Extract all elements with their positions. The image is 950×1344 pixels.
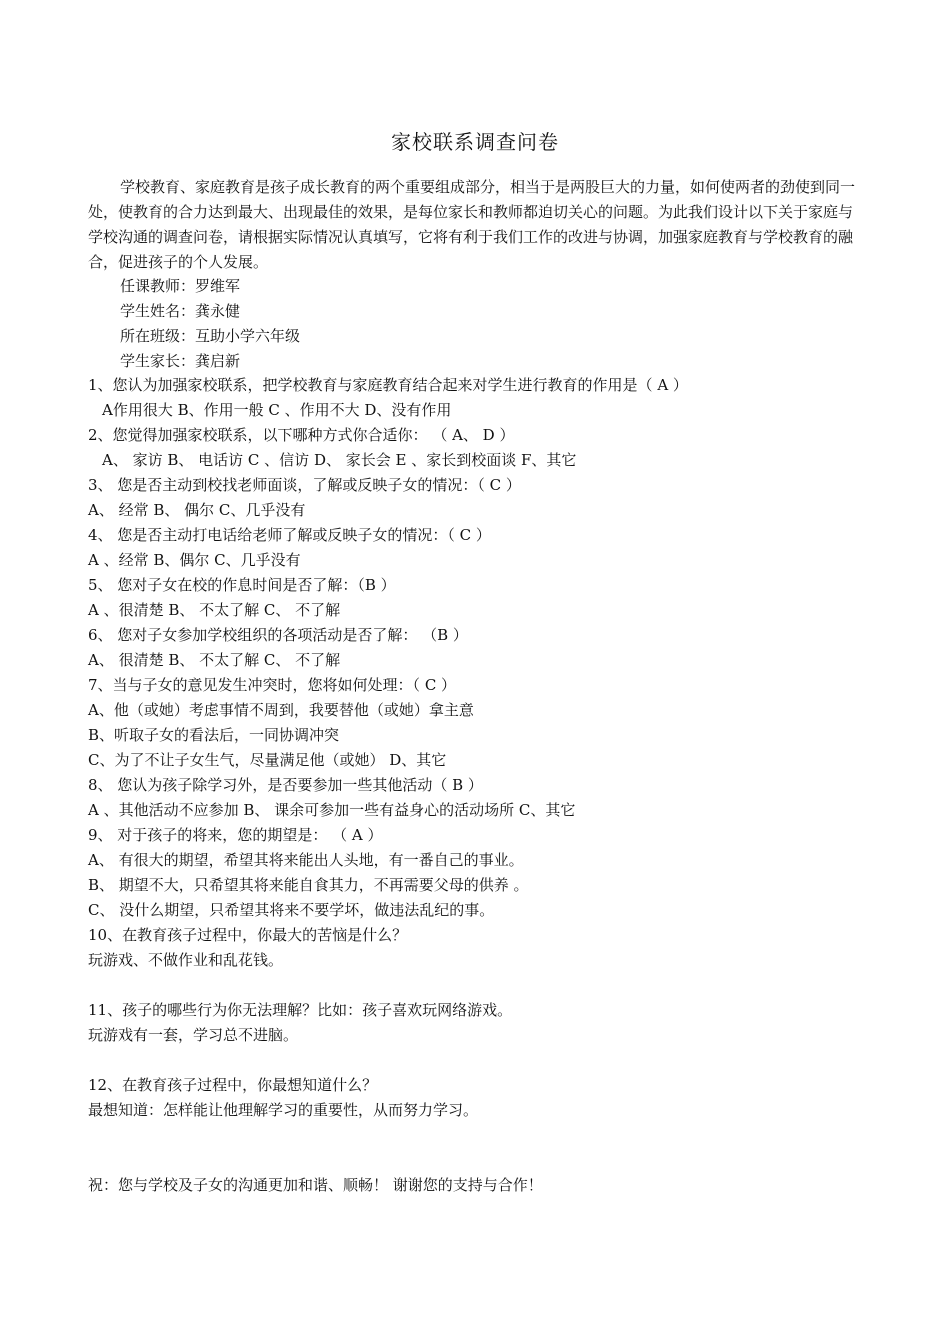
question-12: 12、在教育孩子过程中，你最想知道什么？	[88, 1076, 378, 1094]
question-9-option-c: C、 没什么期望，只希望其将来不要学坏，做违法乱纪的事。	[88, 901, 495, 919]
question-7-option-a: A、他（或她）考虑事情不周到，我要替他（或她）拿主意	[88, 701, 474, 719]
question-9-option-b: B、 期望不大，只希望其将来能自食其力，不再需要父母的供养 。	[88, 876, 529, 894]
question-2: 2、您觉得加强家校联系，以下哪种方式你合适你： （ A、 D ）	[88, 426, 515, 444]
question-11-answer: 玩游戏有一套，学习总不进脑。	[88, 1026, 299, 1044]
question-7-option-b: B、听取子女的看法后，一同协调冲突	[88, 726, 340, 744]
question-11: 11、孩子的哪些行为你无法理解？比如：孩子喜欢玩网络游戏。	[88, 1001, 513, 1019]
question-3: 3、 您是否主动到校找老师面谈，了解或反映子女的情况：（ C ）	[88, 476, 521, 494]
question-4-options: A 、经常 B、偶尔 C、几乎没有	[88, 551, 301, 569]
question-5-options: A 、很清楚 B、 不太了解 C、 不了解	[88, 601, 341, 619]
page-title: 家校联系调查问卷	[391, 130, 559, 154]
question-6: 6、 您对子女参加学校组织的各项活动是否了解： （B ）	[88, 626, 468, 644]
student-line: 学生姓名：龚永健	[120, 302, 241, 320]
question-7: 7、当与子女的意见发生冲突时，您将如何处理：（ C ）	[88, 676, 457, 694]
question-2-options: A、 家访 B、 电话访 C 、信访 D、 家长会 E 、家长到校面谈 F、其它	[102, 451, 577, 469]
class-line: 所在班级：互助小学六年级	[120, 327, 301, 345]
question-6-options: A、 很清楚 B、 不太了解 C、 不了解	[88, 651, 341, 669]
question-8-options: A 、其他活动不应参加 B、 课余可参加一些有益身心的活动场所 C、其它	[88, 801, 576, 819]
question-10-answer: 玩游戏、不做作业和乱花钱。	[88, 951, 284, 969]
teacher-line: 任课教师：罗维军	[120, 277, 241, 295]
question-9-option-a: A、 有很大的期望，希望其将来能出人头地，有一番自己的事业。	[88, 851, 524, 869]
parent-line: 学生家长：龚启新	[120, 352, 241, 370]
question-1-options: A作用很大 B、作用一般 C 、作用不大 D、没有作用	[102, 401, 452, 419]
question-4: 4、 您是否主动打电话给老师了解或反映子女的情况：（ C ）	[88, 526, 491, 544]
closing-line: 祝：您与学校及子女的沟通更加和谐、顺畅！ 谢谢您的支持与合作！	[88, 1176, 543, 1194]
intro-paragraph: 学校教育、家庭教育是孩子成长教育的两个重要组成部分，相当于是两股巨大的力量，如何使两者的劲使到同一处，使教育的合力达到最大、出现最佳的效果，是每位家长和教师都迫切关心的问题。为此我们设计以下关于家庭与学校沟通的调查问卷，请根据实际情况认真填写，它将有利于我们工作的改进与协调，加强家庭教育与学校教育的融合，促进孩子的个人发展。	[88, 178, 856, 271]
question-7-option-cd: C、为了不让子女生气，尽量满足他（或她） D、其它	[88, 751, 447, 769]
question-12-answer: 最想知道：怎样能让他理解学习的重要性，从而努力学习。	[88, 1101, 479, 1119]
question-10: 10、在教育孩子过程中，你最大的苦恼是什么？	[88, 926, 408, 944]
question-5: 5、 您对子女在校的作息时间是否了解：（B ）	[88, 576, 396, 594]
question-9: 9、 对于孩子的将来，您的期望是： （ A ）	[88, 826, 383, 844]
question-1: 1、您认为加强家校联系，把学校教育与家庭教育结合起来对学生进行教育的作用是（ A ）	[88, 376, 688, 394]
question-3-options: A、 经常 B、 偶尔 C、几乎没有	[88, 501, 306, 519]
question-8: 8、 您认为孩子除学习外，是否要参加一些其他活动（ B ）	[88, 776, 483, 794]
